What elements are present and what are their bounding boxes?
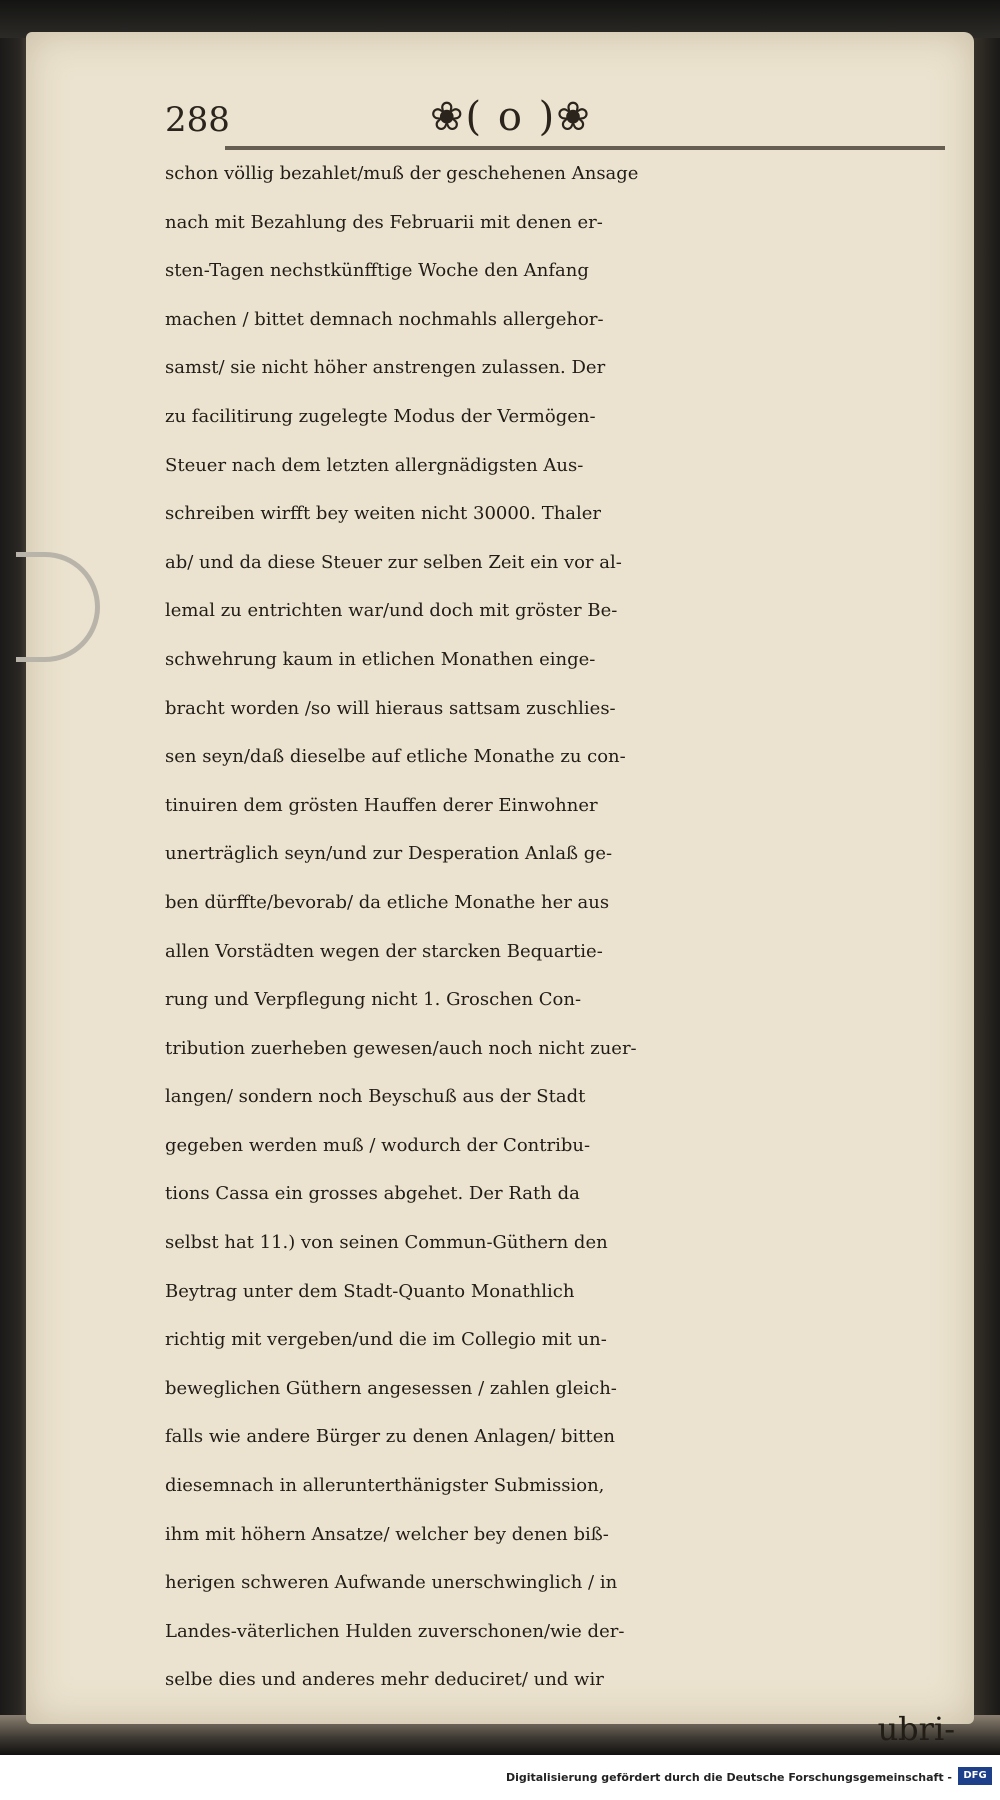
text-line: diesemnach in allerunterthänigster Submission,: [165, 1475, 605, 1497]
text-line: selbst hat 11.) von seinen Commun-Güthern den: [165, 1232, 608, 1254]
dfg-logo: DFG: [958, 1767, 992, 1785]
body-text: [165, 150, 955, 1754]
text-line: samst/ sie nicht höher anstrengen zulassen. Der: [165, 357, 606, 379]
footer-bar: [0, 1755, 1000, 1800]
text-line: langen/ sondern noch Beyschuß aus der Stadt: [165, 1086, 586, 1108]
text-line: sten-Tagen nechstkünfftige Woche den Anfang: [165, 260, 589, 282]
text-line: falls wie andere Bürger zu denen Anlagen/ bitten: [165, 1426, 615, 1448]
text-line: Landes-väterlichen Hulden zuverschonen/wie der-: [165, 1620, 625, 1642]
text-line: lemal zu entrichten war/und doch mit gröster Be-: [165, 600, 618, 622]
catchword: ubri-: [877, 1710, 955, 1748]
text-line: schon völlig bezahlet/muß der geschehenen Ansage: [165, 163, 639, 184]
text-line: rung und Verpflegung nicht 1. Groschen Con-: [165, 989, 582, 1011]
page-number: 288: [165, 100, 230, 140]
page-clip-ring: [16, 552, 100, 662]
text-line: allen Vorstädten wegen der starcken Bequartie-: [165, 940, 603, 962]
text-line: Steuer nach dem letzten allergnädigsten Aus-: [165, 454, 584, 476]
text-line: herigen schweren Aufwande unerschwinglich / in: [165, 1572, 618, 1594]
text-line: ihm mit höhern Ansatze/ welcher bey denen biß-: [165, 1523, 609, 1545]
header-ornament: ❀( o )❀: [430, 94, 592, 140]
text-line: schreiben wirfft bey weiten nicht 30000. Thaler: [165, 503, 602, 525]
text-line: ben dürffte/bevorab/ da etliche Monathe her aus: [165, 891, 610, 913]
text-line: Beytrag unter dem Stadt-Quanto Monathlich: [165, 1280, 575, 1302]
text-line: richtig mit vergeben/und die im Collegio mit un-: [165, 1329, 607, 1351]
text-line: schwehrung kaum in etlichen Monathen einge-: [165, 648, 596, 670]
text-line: zu facilitirung zugelegte Modus der Vermögen-: [165, 405, 596, 427]
text-line: tinuiren dem grösten Hauffen derer Einwohner: [165, 794, 598, 816]
text-line: unerträglich seyn/und zur Desperation Anlaß ge-: [165, 843, 613, 865]
text-line: sen seyn/daß dieselbe auf etliche Monathe zu con-: [165, 746, 626, 768]
text-line: bracht worden /so will hieraus sattsam zuschlies-: [165, 697, 616, 719]
text-line: tribution zuerheben gewesen/auch noch nicht zuer-: [165, 1037, 637, 1059]
text-line: ab/ und da diese Steuer zur selben Zeit ein vor al-: [165, 551, 622, 573]
text-line: selbe dies und anderes mehr deduciret/ und wir: [165, 1669, 604, 1691]
text-line: nach mit Bezahlung des Februarii mit denen er-: [165, 211, 603, 233]
footer-credit: Digitalisierung gefördert durch die Deutsche Forschungsgemeinschaft -: [505, 1771, 952, 1784]
text-line: tions Cassa ein grosses abgehet. Der Rath da: [165, 1183, 580, 1205]
text-line: gegeben werden muß / wodurch der Contribu-: [165, 1134, 591, 1156]
text-line: machen / bittet demnach nochmahls allergehor-: [165, 308, 604, 330]
text-line: beweglichen Güthern angesessen / zahlen gleich-: [165, 1377, 617, 1399]
